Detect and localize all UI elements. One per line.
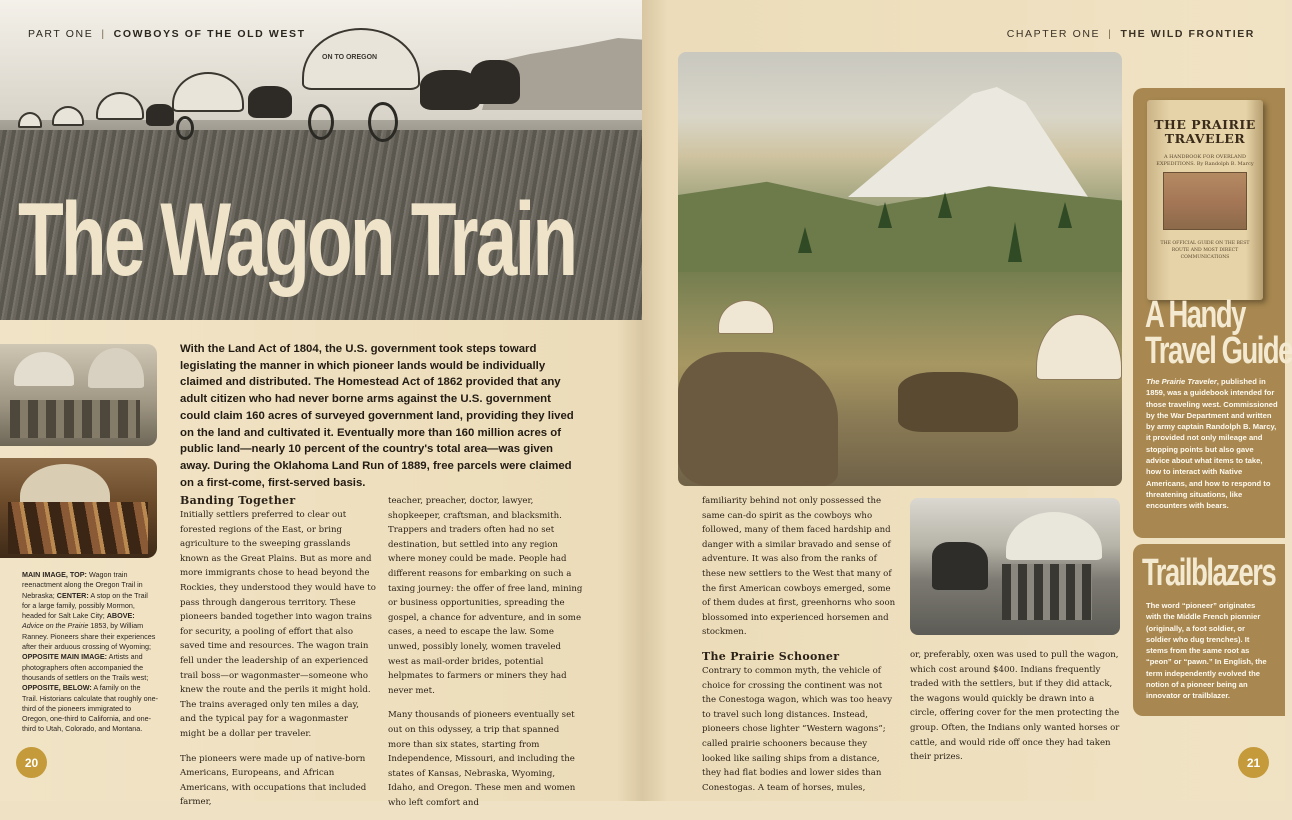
caption-text: A family on the Trail. Historians calculate that roughly one-third of the pioneers immigrated to Oregon, one-third to California, and one-third to Utah, Colorado, and Montana.: [22, 683, 158, 734]
body-column-2: [388, 494, 584, 820]
page-title: The Wagon Train: [18, 182, 576, 298]
wagon-cover: [1006, 512, 1102, 560]
wagon-wheel: [308, 104, 334, 140]
wagon-wheel: [368, 102, 398, 142]
wagon-cover: [20, 464, 110, 504]
book-footnote: THE OFFICIAL GUIDE ON THE BEST ROUTE AND MOST DIRECT COMMUNICATIONS: [1160, 241, 1250, 260]
ox-team: [248, 86, 292, 118]
caption-label: OPPOSITE MAIN IMAGE:: [22, 652, 108, 662]
intro-paragraph: With the Land Act of 1804, the U.S. government took steps toward legislating the manner in which pioneer lands would be individually claimed and distributed. The Homestead Act of 1862 provided that any adult citizen who had never borne arms against the U.S. government could claim 160 acres of surveyed government land, providing they lived on the land and cultivated it. Eventually more than 160 million acres of public land—nearly 10 percent of the country's total area—was given away. During the Oklahoma Land Run of 1889, free parcels were claimed on a first-come, first-served basis.: [180, 343, 574, 489]
ox-team: [146, 104, 174, 126]
pine-tree: [1008, 222, 1022, 262]
page-number-left: 20: [16, 747, 47, 778]
horse: [932, 542, 988, 590]
family-on-trail-photo: [910, 498, 1120, 635]
subhead-banding-together: Banding Together: [180, 494, 296, 507]
page-number-right: 21: [1238, 747, 1269, 778]
book-illustration: [1163, 172, 1247, 230]
book-title: THE PRAIRIE TRAVELER: [1154, 117, 1256, 146]
running-head-section: THE WILD FRONTIER: [1120, 28, 1255, 40]
painted-wagon: [718, 300, 774, 334]
prairie-traveler-book-cover: [1147, 100, 1263, 300]
wagon-cover: [88, 348, 144, 388]
advice-on-the-prairie-painting: [0, 458, 157, 558]
sidebar-title-line1: A Handy: [1145, 294, 1245, 336]
running-head-left: PART ONE | COWBOYS OF THE OLD WEST: [28, 28, 306, 40]
caption-label: OPPOSITE, BELOW:: [22, 683, 92, 693]
pine-tree: [798, 227, 812, 253]
running-head-part: PART ONE: [28, 28, 94, 40]
family-camp-photo: [0, 344, 157, 446]
running-head-right: CHAPTER ONE | THE WILD FRONTIER: [1006, 28, 1255, 40]
book-subtitle: A HANDBOOK FOR OVERLAND EXPEDITIONS. By Randolph B. Marcy: [1156, 154, 1254, 167]
oxen-team: [898, 372, 1018, 432]
body-paragraph: Contrary to common myth, the vehicle of choice for crossing the continent was not the Conestoga wagon, which was too heavy to travel such long distances. Instead, pioneers chose lighter “Western wagons”; called prairie schooners because they looked like sailing ships from a distance, they had flat bodies and lower sides than Conestogas. A team of horses, mules,: [702, 665, 893, 793]
ox-team: [470, 60, 520, 104]
photo-captions: [22, 570, 158, 735]
body-column-1: [180, 494, 376, 820]
body-column-3: [702, 494, 898, 805]
body-paragraph: or, preferably, oxen was used to pull the wagon, which cost around $400. Indians frequently traded with the settlers, but if they did attack, the wagons would quickly be drawn into a circle, offering cover for the men protecting the group. Often, the Indians only wanted horses or cattle, and would ride off once they had taken their prizes.: [910, 650, 1120, 763]
sidebar-body: , published in 1859, was a guidebook intended for those traveling west. Commissioned by the War Department and written by army captain Randolph B. Marcy, it provided not only mileage and stopping points but also gave advice about what items to take, how to interact with Native Americans, and how to respond to threatening situations, like encounters with bears.: [1146, 377, 1278, 511]
book-name: The Prairie Traveler: [1146, 377, 1217, 386]
caption-text: 1853, by William Ranney. Pioneers share their experiences after their arduous crossing of Wyoming;: [22, 621, 156, 652]
snowy-mountain: [848, 87, 1088, 197]
caption-label: CENTER:: [56, 590, 89, 600]
pioneer-figures: [8, 502, 148, 554]
wagon-sign: ON TO OREGON: [322, 54, 378, 61]
running-head-chapter: CHAPTER ONE: [1006, 28, 1101, 40]
pine-tree: [1058, 202, 1072, 228]
wagon-wheel: [176, 116, 194, 140]
pine-tree: [878, 202, 892, 228]
pine-tree: [938, 192, 952, 218]
sidebar-trailblazers-title: Trailblazers: [1142, 552, 1276, 594]
frontier-landscape-painting: [678, 52, 1122, 486]
running-head-section: COWBOYS OF THE OLD WEST: [113, 28, 306, 40]
body-paragraph: Many thousands of pioneers eventually set out on this odyssey, a trip that spanned more than six states, starting from Independence, Missouri, and including the states of Kansas, Nebraska, Wyoming, Idaho, and Oregon. These men and women who left comfort and: [388, 710, 576, 808]
sidebar-travel-guide-text: [1146, 376, 1278, 512]
caption-text: A stop on the Trail for a large family, possibly Mormon, headed for Salt Lake City;: [22, 590, 148, 621]
caption-text: Wagon train reenactment along the Oregon Trail in Nebraska;: [22, 570, 143, 600]
caption-artwork-title: Advice on the Prairie: [22, 621, 89, 631]
body-column-4: [910, 648, 1120, 775]
sidebar-trailblazers-text: The word “pioneer” originates with the Middle French pionnier (originally, a foot soldier, or soldier who dug trenches). It stems from the same root as “peon” or “pawn.” In English, the term independently evolved the notion of a pioneer being an innovator or trailblazer.: [1146, 601, 1267, 701]
painted-wagon: [1036, 314, 1122, 380]
sidebar-title-line2: Travel Guide: [1145, 330, 1292, 372]
body-paragraph: familiarity behind not only possessed the same can-do spirit as the cowboys who followed, many of them faced hardship and danger with a similar bravado and sense of adventure. It was also from the ranks of these new settlers to the West that many of the first American cowboys emerged, some of them dudes at first, greenhorns who soon blossomed into experienced horsemen and stockmen.: [702, 496, 896, 638]
body-paragraph: teacher, preacher, doctor, lawyer, shopkeeper, craftsman, and blacksmith. Trappers and traders often had no set destination, but settled into any region where money could be made. People had different reasons for embarking on such a taxing journey: the offer of free land, mining or business opportunities, spreading the gospel, a chance for adventure, and in some cases, a need to escape the law. Some unwed, possibly lonely, women traveled west as mail-order brides, potential helpmates to farmers or miners they had never met.: [388, 496, 583, 696]
body-paragraph: Initially settlers preferred to clear out forested regions of the East, or bring agriculture to the sweeping grasslands known as the Great Plains. But as more and more immigrants chose to head beyond the Rockies, they understood they would have to pass through dangerous territory. These pioneers banded together into wagon trains for security, a pooling of effort that also saved time and resources. The wagon train fell under the leadership of an experienced trail boss—or wagonmaster—someone who knew the route and the perils it might hold. The trains averaged only ten miles a day, and the typical pay for a wagonmaster might be a dollar per traveler.: [180, 510, 376, 739]
family-group: [10, 400, 140, 438]
body-paragraph: The pioneers were made up of native-born Americans, Europeans, and African Americans, with occupations that included farmer,: [180, 753, 367, 808]
wagon-cover: [14, 352, 74, 386]
foreground-rocks: [678, 352, 838, 486]
caption-label: MAIN IMAGE, TOP:: [22, 570, 87, 579]
subhead-prairie-schooner: The Prairie Schooner: [702, 649, 840, 663]
family-figures: [1002, 564, 1092, 620]
caption-text: Artists and photographers often accompanied the thousands of settlers on the Trails west;: [22, 652, 149, 682]
caption-label: ABOVE:: [106, 611, 135, 621]
